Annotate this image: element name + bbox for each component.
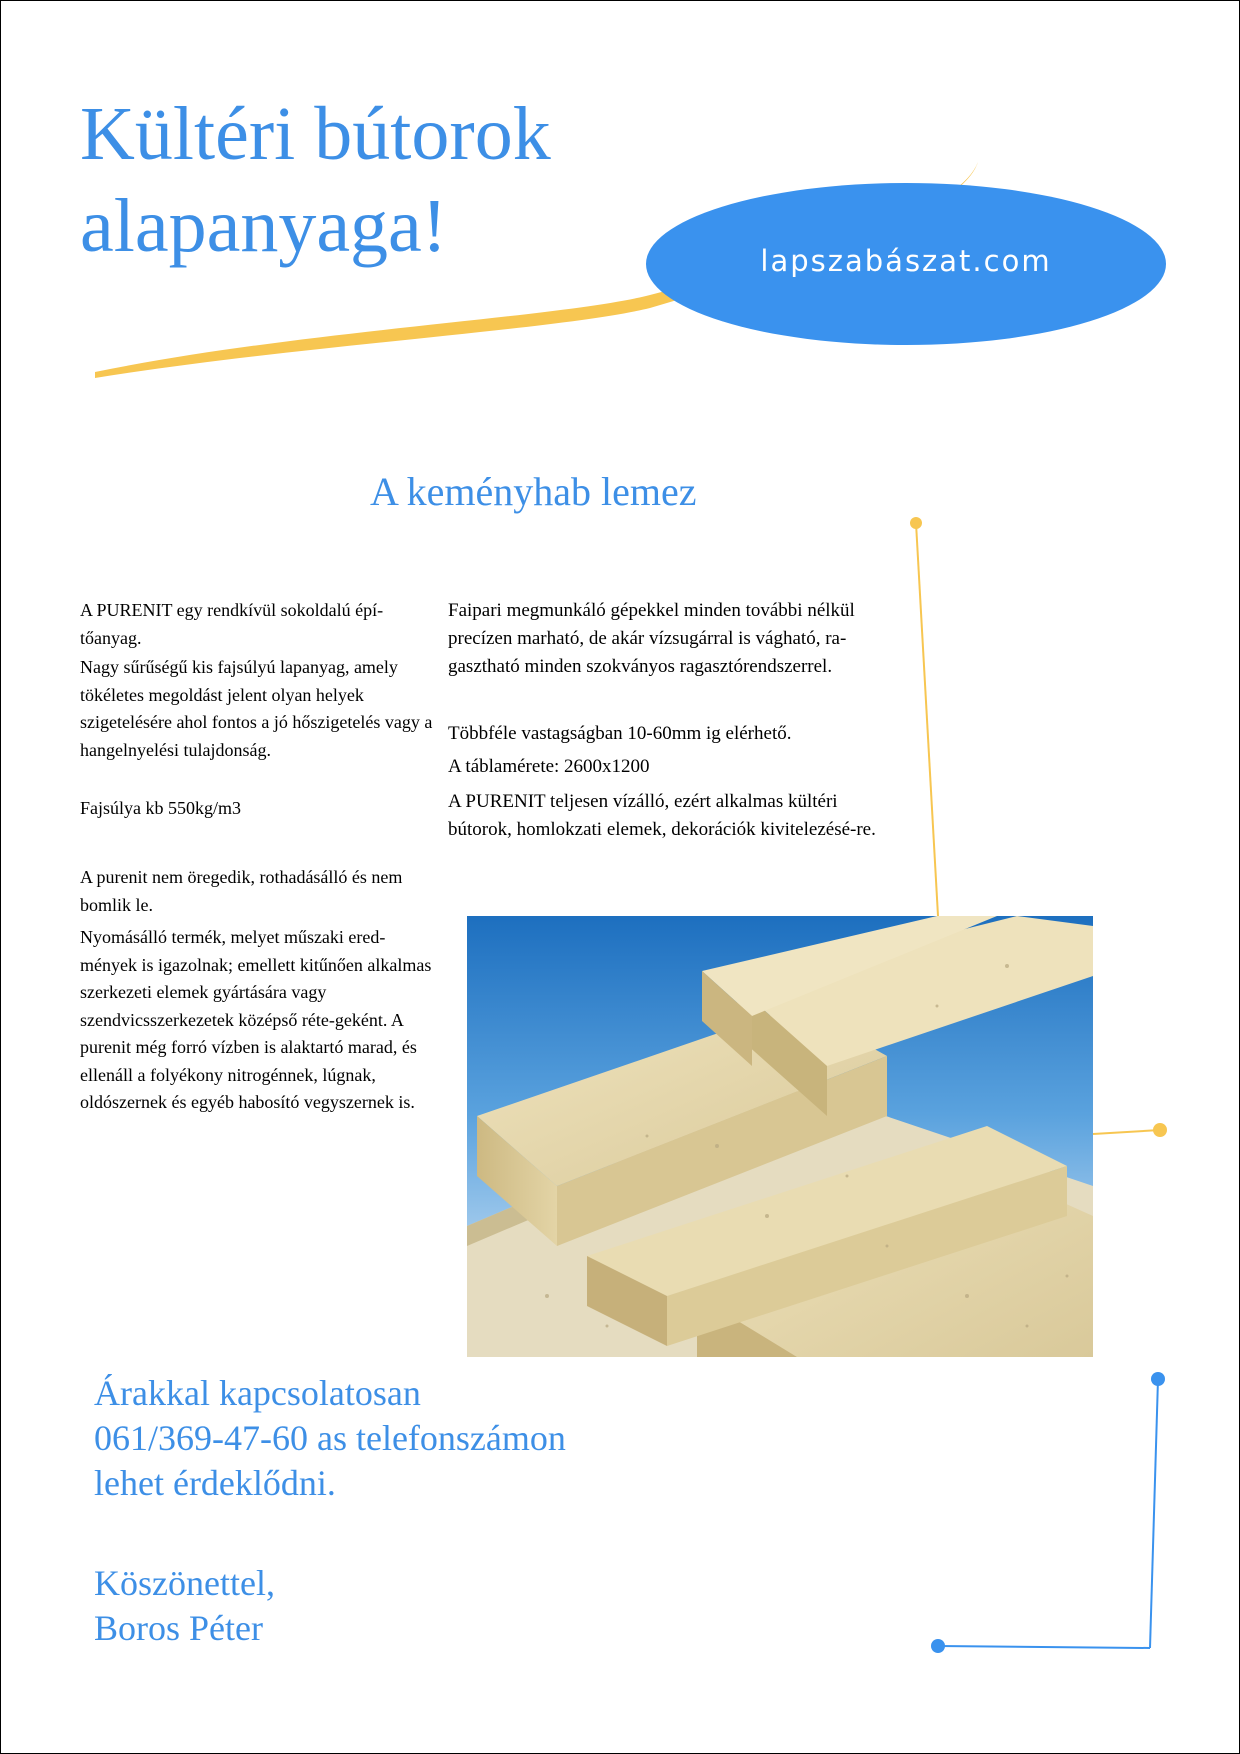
left-paragraph-1: A PURENIT egy rendkívül sokoldalú épí-tőanyag. xyxy=(80,600,384,648)
right-paragraph-2: Többféle vastagságban 10-60mm ig elérhető. xyxy=(448,723,792,744)
yellow-dot-top xyxy=(910,517,922,529)
contact-phone-line: 061/369-47-60 as telefonszámon xyxy=(94,1418,566,1458)
blue-connector-horizontal xyxy=(938,1646,1150,1648)
signoff-greeting: Köszönettel, xyxy=(94,1563,275,1603)
left-paragraph-2: Nagy sűrűségű kis fajsúlyú lapanyag, amely tökéletes megoldást jelent olyan helyek szigetelésére ahol fontos a jó hőszigetelés vagy a hangelnyelési tulajdonság. xyxy=(80,657,433,760)
blue-dot-top xyxy=(1151,1372,1165,1386)
left-paragraph-5: Nyomásálló termék, melyet műszaki ered-mények is igazolnak; emellett kitűnően alkalmas szerkezeti elemek gyártására vagy szendvicsszerkezetek középső réte-geként. A purenit még forró vízben is alaktartó marad, és ellenáll a folyékony nitrogénnek, lúgnak, oldószernek és egyéb habosító vegyszernek is. xyxy=(80,927,432,1112)
contact-line-1: Árakkal kapcsolatosan xyxy=(94,1373,421,1413)
title-line-1: Kültéri bútorok xyxy=(80,92,551,176)
yellow-connector-short xyxy=(1093,1130,1160,1134)
right-paragraph-4: A PURENIT teljesen vízálló, ezért alkalmas kültéri bútorok, homlokzati elemek, dekorációk kivitelezésé-re. xyxy=(448,791,876,840)
contact-block xyxy=(94,1371,566,1506)
left-paragraph-3: Fajsúlya kb 550kg/m3 xyxy=(80,798,241,818)
website-badge xyxy=(646,183,1166,345)
yellow-connector-line xyxy=(916,523,938,916)
left-paragraph-4: A purenit nem öregedik, rothadásálló és nem bomlik le. xyxy=(80,867,403,915)
right-paragraph-1: Faipari megmunkáló gépekkel minden további nélkül precízen marható, de akár vízsugárral is vágható, ra-gasztható minden szokványos ragasztórendszerrel. xyxy=(448,600,855,677)
right-paragraph-3: A táblamérete: 2600x1200 xyxy=(448,756,650,777)
yellow-dot-right xyxy=(1153,1123,1167,1137)
contact-line-3: lehet érdeklődni. xyxy=(94,1463,336,1503)
signoff-name: Boros Péter xyxy=(94,1608,263,1648)
signoff-block xyxy=(94,1561,275,1651)
blue-connector-vertical xyxy=(1150,1379,1158,1648)
blue-dot-bottom xyxy=(931,1639,945,1653)
website-text: lapszabászat.com xyxy=(760,244,1052,278)
title-line-2: alapanyaga! xyxy=(80,184,448,268)
section-subtitle: A keményhab lemez xyxy=(370,469,697,514)
foam-board-stack-photo xyxy=(467,916,1093,1357)
page-title xyxy=(80,88,551,272)
